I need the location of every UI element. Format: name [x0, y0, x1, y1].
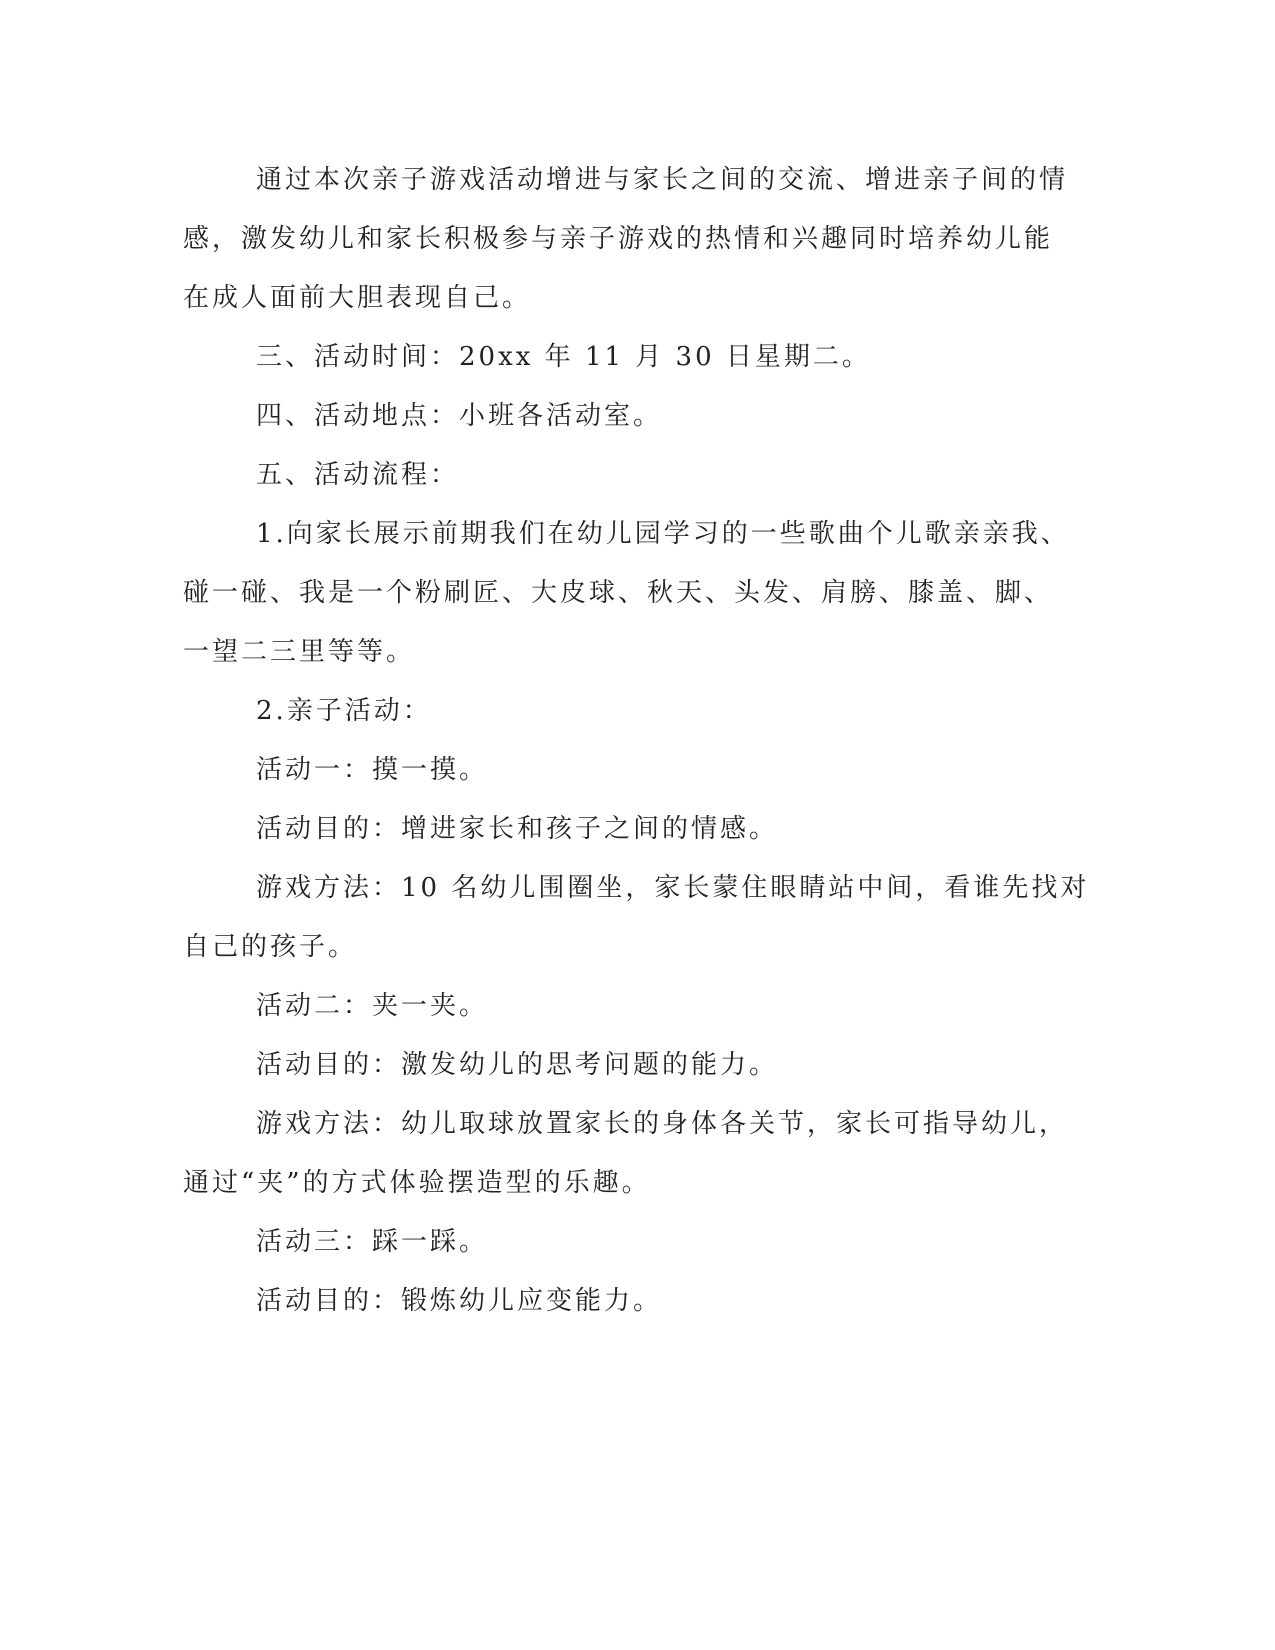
process-item-1-line-1: 1.向家长展示前期我们在幼儿园学习的一些歌曲个儿歌亲亲我、	[256, 519, 1070, 549]
paragraph-purpose-line-1: 通过本次亲子游戏活动增进与家长之间的交流、增进亲子间的情	[256, 165, 1069, 195]
activity-2-method-line-2: 通过“夹”的方式体验摆造型的乐趣。	[183, 1168, 651, 1198]
activity-location: 四、活动地点：小班各活动室。	[256, 401, 663, 431]
activity-process-heading: 五、活动流程：	[256, 460, 460, 490]
activity-2-goal: 活动目的：激发幼儿的思考问题的能力。	[256, 1050, 779, 1080]
activity-3-goal: 活动目的：锻炼幼儿应变能力。	[256, 1286, 663, 1316]
activity-time: 三、活动时间：20xx 年 11 月 30 日星期二。	[256, 342, 871, 372]
activity-1-method-line-2: 自己的孩子。	[183, 932, 358, 962]
process-item-2-heading: 2.亲子活动：	[256, 696, 432, 726]
activity-1-title: 活动一：摸一摸。	[256, 755, 489, 785]
activity-2-method-line-1: 游戏方法：幼儿取球放置家长的身体各关节，家长可指导幼儿，	[256, 1109, 1069, 1139]
activity-1-goal: 活动目的：增进家长和孩子之间的情感。	[256, 814, 779, 844]
process-item-1-line-3: 一望二三里等等。	[183, 637, 416, 667]
paragraph-purpose-line-2: 感，激发幼儿和家长积极参与亲子游戏的热情和兴趣同时培养幼儿能	[183, 224, 1054, 254]
paragraph-purpose-line-3: 在成人面前大胆表现自己。	[183, 283, 532, 313]
activity-2-title: 活动二：夹一夹。	[256, 991, 489, 1021]
process-item-1-line-2: 碰一碰、我是一个粉刷匠、大皮球、秋天、头发、肩膀、膝盖、脚、	[183, 578, 1054, 608]
activity-3-title: 活动三：踩一踩。	[256, 1227, 489, 1257]
activity-1-method-line-1: 游戏方法：10 名幼儿围圈坐，家长蒙住眼睛站中间，看谁先找对	[256, 873, 1090, 903]
